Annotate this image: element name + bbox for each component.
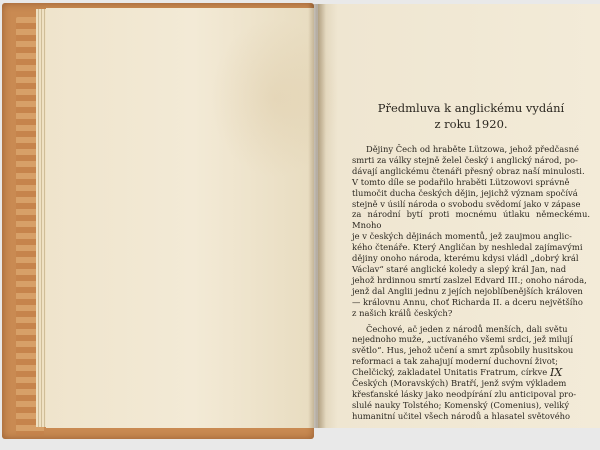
text-line: jehož hrdinnou smrtí zaslzel Edvard III.; onoho národa,: [352, 274, 587, 285]
text-line: za národní bytí proti mocnému útlaku německému. Mnoho: [352, 209, 590, 231]
text-line: smrti za války stejně želel český i anglický národ, po-: [352, 154, 578, 165]
text-line: z našich králů českých?: [352, 307, 453, 318]
text-line: reformaci a tak zahajují moderní duchovní život;: [352, 356, 558, 367]
text-line: dávají anglickému čtenáři přesný obraz naší minulosti.: [352, 165, 585, 176]
text-line: Čechové, ač jeden z národů menších, dali světu: [366, 323, 568, 334]
text-line: je v českých dějinách momentů, jež zaujmou anglic-: [352, 231, 572, 242]
text-line: Českých (Moravských) Bratří, jenž svým výkladem: [352, 378, 567, 389]
text-line: — královnu Annu, choť Richarda II. a dceru největšího: [352, 296, 583, 307]
paper-stain: [210, 18, 340, 178]
text-line: stejně v úsilí národa o svobodu svědomí jako v zápase: [352, 198, 581, 209]
preface-heading: [352, 100, 590, 132]
text-line: kého čtenáře. Který Angličan by neshledal zajímavými: [352, 242, 583, 253]
paragraph-1: [352, 144, 590, 319]
text-line: tlumočit ducha českých dějin, jejichž význam spočívá: [352, 187, 578, 198]
text-line: světlo“. Hus, jehož učení a smrt způsobily husitskou: [352, 345, 574, 356]
page-number: IX: [550, 366, 563, 379]
text-line: jenž dal Anglii jednu z jejích nejoblíbenějších královen: [352, 285, 583, 296]
text-line: Dějiny Čech od hraběte Lützowa, jehož předčasné: [366, 144, 579, 154]
text-line: Chelčický, zakladatel Unitatis Fratrum, církve: [352, 367, 548, 378]
text-line: Václav“ staré anglické koledy a slepý král Jan, nad: [352, 263, 567, 274]
heading-line: z roku 1920.: [434, 117, 508, 131]
text-line: slulé nauky Tolstého; Komenský (Comenius), veliký: [352, 399, 570, 410]
text-line: dějiny onoho národa, kterému kdysi vládl „dobrý král: [352, 253, 579, 264]
text-line: křesťanské lásky jako neodpírání zlu anticipoval pro-: [352, 388, 577, 399]
text-line: nejednoho muže, „uctívaného všemi srdci, jež milují: [352, 334, 573, 345]
heading-line: Předmluva k anglickému vydání: [377, 101, 565, 115]
text-line: V tomto díle se podařilo hraběti Lützowovi správně: [352, 176, 570, 187]
text-line: humanitní učitel všech národů a hlasatel světového: [352, 410, 571, 421]
